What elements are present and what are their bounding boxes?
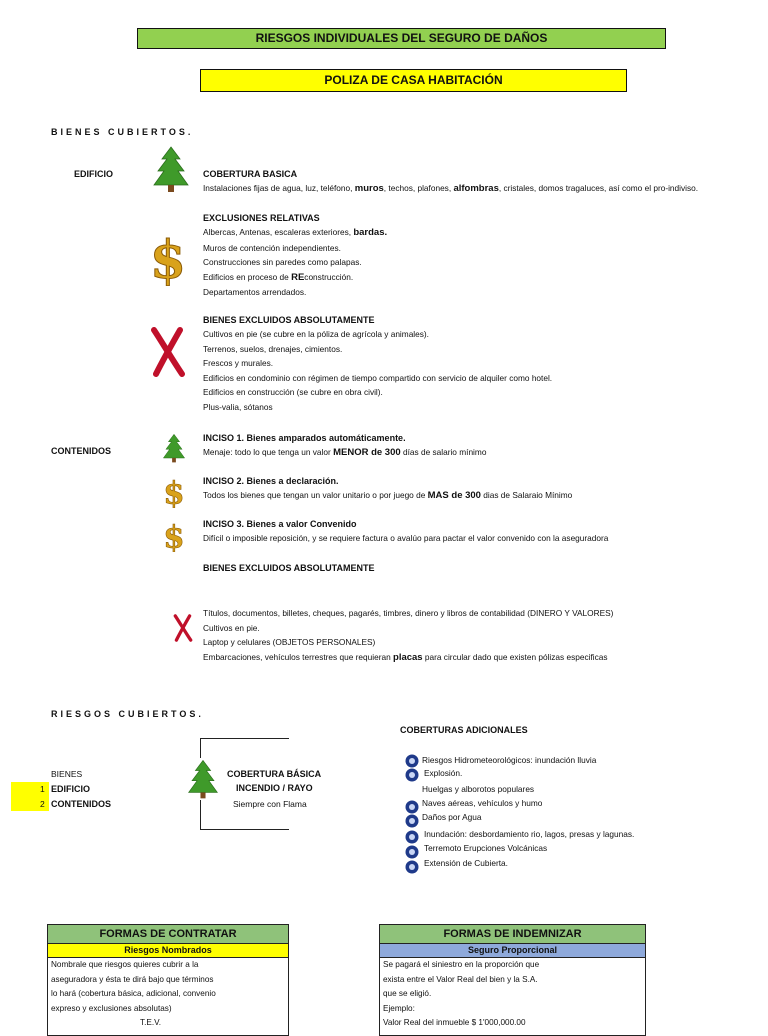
- exclusion-line: Construcciones sin paredes como palapas.: [203, 257, 362, 268]
- indemnizar-line: Se pagará el siniestro en la proporción que: [383, 960, 540, 969]
- cobertura-adicional-item: Explosión.: [424, 768, 463, 778]
- inciso-2-title: INCISO 2. Bienes a declaración.: [203, 476, 339, 486]
- contenido-excluido-line: Embarcaciones, vehículos terrestres que requieran placas para circular dado que existen pólizas especificas: [203, 651, 608, 663]
- cobertura-basica-title: COBERTURA BASICA: [203, 169, 298, 179]
- contenidos-label: CONTENIDOS: [51, 446, 112, 456]
- dollar-icon: [163, 476, 185, 508]
- formas-indemnizar-title: FORMAS DE INDEMNIZAR: [380, 925, 645, 944]
- subtitle: [200, 69, 627, 92]
- item-number: 1: [40, 784, 45, 794]
- indemnizar-line: exista entre el Valor Real del bien y la S.A.: [383, 974, 538, 984]
- inciso-1: [203, 432, 486, 461]
- cobertura-adicional-item: Daños por Agua: [422, 812, 482, 822]
- seguro-proporcional-subtitle: Seguro Proporcional: [380, 944, 645, 958]
- item-number: 2: [40, 799, 45, 809]
- inciso-3-line: Difícil o imposible reposición, y se requiere factura o avalúo para pactar el valor convenido con la aseguradora: [203, 533, 609, 543]
- dollar-icon: [150, 232, 186, 286]
- indemnizar-line: que se eligió.: [383, 989, 432, 999]
- exclusiones-relativas-title: EXCLUSIONES RELATIVAS: [203, 213, 320, 223]
- tree-icon: [162, 433, 186, 463]
- excluido-line: Cultivos en pie (se cubre en la póliza de agrícola y animales).: [203, 329, 429, 339]
- bienes-section-title: BIENES CUBIERTOS.: [51, 127, 194, 137]
- cobertura-basica-line: Instalaciones fijas de agua, luz, teléfono, muros, techos, plafones, alfombras, cristales, domos tragaluces, así como el pro-indiviso.: [203, 183, 699, 194]
- svg-text:$: $: [150, 232, 186, 286]
- inciso-2: [203, 475, 572, 504]
- blue-badge-icon: [405, 845, 419, 859]
- contenido-excluido-line: Laptop y celulares (OBJETOS PERSONALES): [203, 637, 376, 648]
- cobertura-adicional-item: Riesgos Hidrometeorológicos: inundación lluvia: [422, 755, 597, 765]
- coberturas-adicionales-title: COBERTURAS ADICIONALES: [400, 725, 528, 735]
- riesgo-contenidos: CONTENIDOS: [51, 799, 112, 809]
- contenidos-excluidos-title-block: [203, 562, 375, 575]
- excluido-line: Edificios en condominio con régimen de tiempo compartido con servicio de alquiler como hotel.: [203, 372, 553, 383]
- inciso-2-line: Todos los bienes que tengan un valor unitario o por juego de MAS de 300 dias de Salaraio Mínimo: [203, 490, 573, 501]
- exclusion-line: Muros de contención independientes.: [203, 242, 341, 253]
- contratar-line: expreso y exclusiones absolutas): [51, 1003, 172, 1013]
- bienes-excluidos: [203, 314, 552, 415]
- exclusiones-relativas: [203, 212, 387, 300]
- contenido-excluido-line: Cultivos en pie.: [203, 622, 260, 633]
- formas-contratar-title: FORMAS DE CONTRATAR: [48, 925, 288, 944]
- svg-text:$: $: [163, 476, 185, 508]
- red-x-icon: [148, 326, 188, 378]
- indemnizar-line: Ejemplo:: [383, 1003, 415, 1013]
- indemnizar-line: Valor Real del inmueble $ 1'000,000.00: [383, 1018, 526, 1028]
- tree-icon: [187, 758, 219, 800]
- blue-badge-icon: [405, 830, 419, 844]
- contenido-excluido-line: Títulos, documentos, billetes, cheques, pagarés, timbres, dinero y libros de contabilidad (DINERO Y VALORES): [203, 608, 614, 618]
- excluido-line: Terrenos, suelos, drenajes, cimientos.: [203, 343, 343, 354]
- contenidos-excluidos: [203, 606, 613, 665]
- subtitle-text: POLIZA DE CASA HABITACIÓN: [324, 73, 503, 87]
- incendio-rayo: INCENDIO / RAYO: [236, 783, 313, 793]
- contratar-line: lo hará (cobertura básica, adicional, convenio: [51, 989, 216, 999]
- cobertura-adicional-item: Terremoto Erupciones Volcánicas: [424, 843, 548, 853]
- blue-badge-icon: [405, 814, 419, 828]
- contenidos-excluidos-title: BIENES EXCLUIDOS ABSOLUTAMENTE: [203, 563, 375, 573]
- main-title: [137, 28, 666, 49]
- tree-icon: [152, 145, 190, 193]
- exclusion-line: Albercas, Antenas, escaleras exteriores, bardas.: [203, 227, 388, 238]
- cobertura-adicional-item: Extensión de Cubierta.: [424, 858, 508, 868]
- siempre-flama: Siempre con Flama: [233, 799, 307, 809]
- formas-indemnizar-box: [379, 924, 646, 1036]
- inciso-3-title: INCISO 3. Bienes a valor Convenido: [203, 519, 357, 529]
- dollar-icon: [163, 520, 185, 552]
- bienes-excluidos-title: BIENES EXCLUIDOS ABSOLUTAMENTE: [203, 315, 375, 325]
- inciso-1-line: Menaje: todo lo que tenga un valor MENOR de 300 días de salario mínimo: [203, 447, 487, 458]
- inciso-3: [203, 518, 608, 546]
- riesgos-section-title: RIESGOS CUBIERTOS.: [51, 709, 204, 719]
- riesgos-nombrados-subtitle: Riesgos Nombrados: [48, 944, 288, 958]
- inciso-1-title: INCISO 1. Bienes amparados automáticamente.: [203, 433, 406, 443]
- riesgo-edificio: EDIFICIO: [51, 784, 91, 794]
- cobertura-adicional-item: Inundación: desbordamiento rio, lagos, presas y lagunas.: [424, 829, 635, 839]
- main-title-text: RIESGOS INDIVIDUALES DEL SEGURO DE DAÑOS: [255, 31, 548, 45]
- blue-badge-icon: [405, 860, 419, 874]
- contratar-line: Nombrale que riesgos quieres cubrir a la: [51, 960, 199, 969]
- cobertura-adicional-item: Huelgas y alborotos populares: [422, 784, 535, 794]
- contratar-line: aseguradora y ésta te dirá bajo que términos: [51, 974, 214, 984]
- formas-contratar-box: [47, 924, 289, 1036]
- cobertura-adicional-item: Naves aéreas, vehículos y humo: [422, 798, 543, 808]
- bienes-label: BIENES: [51, 769, 83, 779]
- excluido-line: Plus-valia, sótanos: [203, 401, 273, 412]
- blue-badge-icon: [405, 754, 419, 768]
- blue-badge-icon: [405, 768, 419, 782]
- red-x-icon: [172, 612, 194, 644]
- exclusion-line: Edificios en proceso de REconstrucción.: [203, 271, 354, 283]
- contratar-line: T.E.V.: [140, 1018, 162, 1028]
- excluido-line: Edificios en construcción (se cubre en obra civil).: [203, 387, 383, 398]
- excluido-line: Frescos y murales.: [203, 358, 274, 369]
- exclusion-line: Departamentos arrendados.: [203, 287, 307, 298]
- edificio-label: EDIFICIO: [74, 169, 114, 179]
- cobertura-basica-riesgo: COBERTURA BÁSICA: [227, 769, 322, 779]
- cobertura-basica: [203, 168, 698, 197]
- svg-text:$: $: [163, 520, 185, 552]
- blue-badge-icon: [405, 800, 419, 814]
